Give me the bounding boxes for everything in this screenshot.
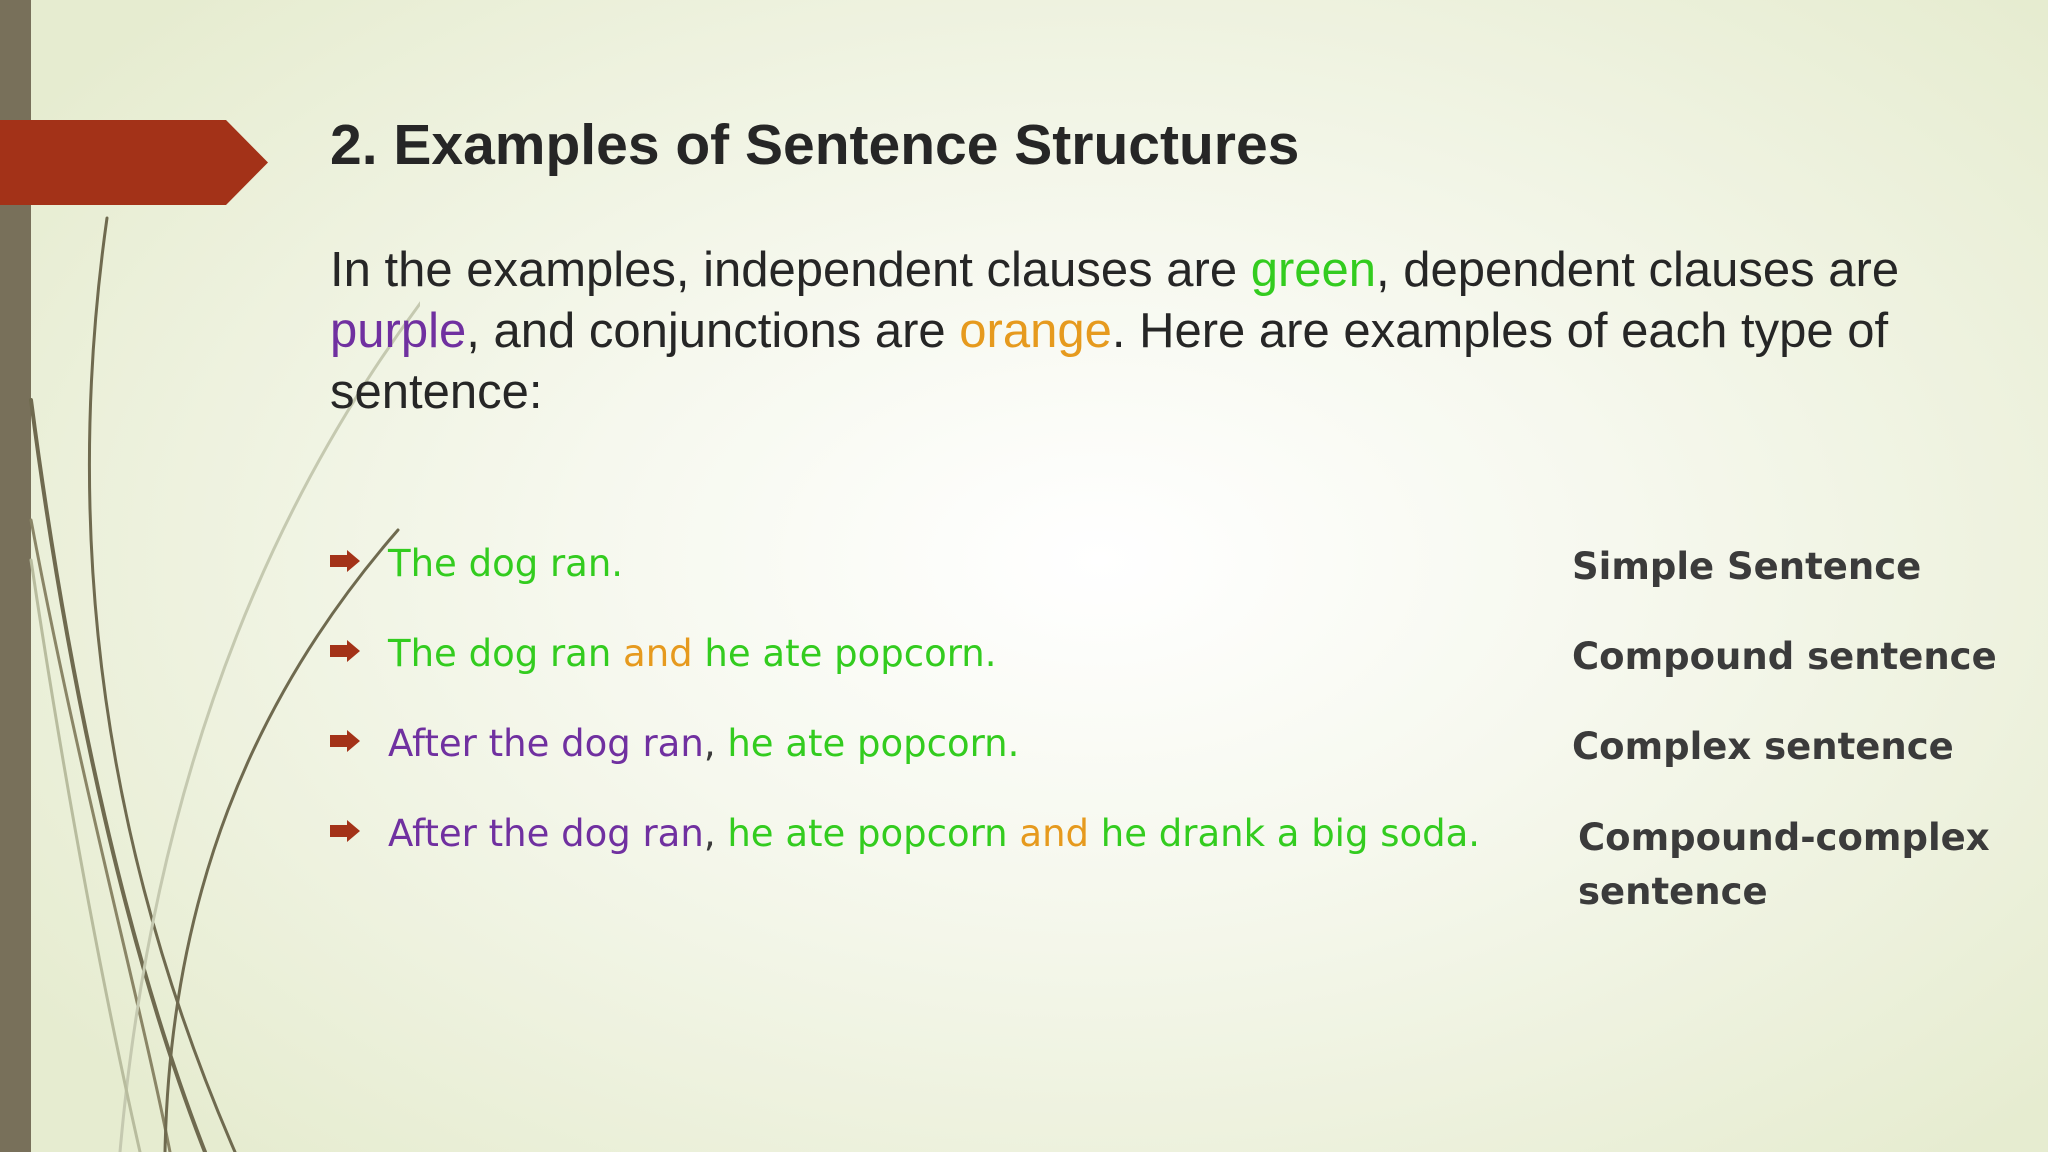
intro-text: . Here are examples of each type of sentence:: [330, 304, 1889, 419]
label-line: sentence: [1578, 870, 1768, 913]
dependent-clause: After the dog ran: [388, 722, 704, 765]
comma: ,: [703, 812, 728, 855]
intro-text: In the examples, independent clauses are: [330, 243, 1251, 297]
title-arrow-shape: [0, 120, 268, 205]
independent-clause: The dog ran: [388, 632, 624, 675]
intro-paragraph: [330, 240, 1990, 423]
example-sentence: [388, 542, 623, 585]
example-sentence: [388, 722, 1019, 765]
independent-clause: he drank a big soda.: [1089, 812, 1481, 855]
conjunction: and: [623, 632, 693, 675]
intro-text: , dependent clauses are: [1376, 243, 1900, 297]
comma: ,: [703, 722, 728, 765]
arrow-bullet-icon: [330, 550, 360, 572]
label-complex-sentence: Complex sentence: [1572, 725, 1954, 768]
label-compound-sentence: Compound sentence: [1572, 635, 1997, 678]
intro-orange-word: orange: [959, 304, 1112, 358]
label-line: Compound-complex: [1578, 816, 1990, 859]
arrow-bullet-icon: [330, 640, 360, 662]
label-simple-sentence: Simple Sentence: [1572, 545, 1922, 588]
dependent-clause: After the dog ran: [388, 812, 704, 855]
arrow-bullet-icon: [330, 730, 360, 752]
example-sentence: [388, 812, 1480, 855]
label-compound-complex-sentence: [1578, 811, 1990, 919]
intro-purple-word: purple: [330, 304, 467, 358]
intro-green-word: green: [1250, 243, 1377, 297]
example-sentence: [388, 632, 996, 675]
conjunction: and: [1019, 812, 1090, 855]
independent-clause: he ate popcorn.: [727, 722, 1020, 765]
intro-text: , and conjunctions are: [466, 304, 960, 358]
arrow-bullet-icon: [330, 820, 360, 842]
independent-clause: he ate popcorn: [727, 812, 1020, 855]
slide-title: 2. Examples of Sentence Structures: [330, 113, 1300, 177]
independent-clause: he ate popcorn.: [692, 632, 997, 675]
independent-clause: The dog ran.: [388, 542, 624, 585]
